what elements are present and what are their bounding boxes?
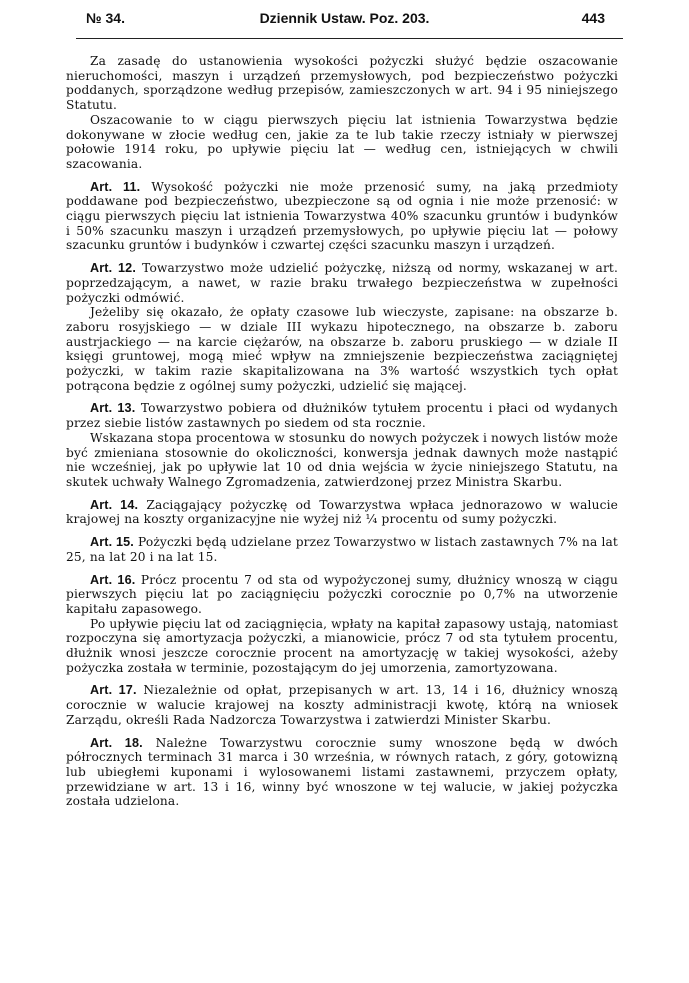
paragraph-amortization: Po upływie pięciu lat od zaciągnięcia, wpłaty na kapitał zapasowy ustają, natomiast rozpoczyna się amortyzacja pożyczki, a mianowicie, prócz 7 od sta tytułem procentu, dłużnik wnosi jeszcze corocznie procent na amortyzację w takiej wysokości, ażeby pożyczka została w terminie, pozostającym do jej umorzenia, zamortyzowana. (66, 616, 619, 675)
article-number: Art. 13. (90, 401, 136, 416)
article-number: Art. 17. (90, 683, 137, 698)
article-14: Art. 14. Zaciągający pożyczkę od Towarzystwa wpłaca jednorazowo w walucie krajowej na koszty organizacyjne nie wyżej niż ¼ procentu od sumy pożyczki. (66, 497, 618, 527)
article-11: Art. 11. Wysokość pożyczki nie może przenosić sumy, na jaką przedmioty poddawane pod bezpieczeństwo, ubezpieczone są od ognia i nie może przenosić: w ciągu pierwszych pięciu lat istnienia Towarzystwa 40% szacunku gruntów i budynków i 50% szacunku maszyn i urządzeń przemysłowych, po upływie pięciu lat — połowy szacunku gruntów i budynków i czwartej części szacunku maszyn i urządzeń. (66, 179, 618, 253)
page-header (70, 8, 619, 30)
header-rule (76, 38, 623, 39)
issue-number: № 34. (86, 10, 125, 26)
article-number: Art. 16. (90, 572, 136, 587)
page-number: 443 (581, 10, 605, 26)
paragraph-interest-rate: Wskazana stopa procentowa w stosunku do nowych pożyczek i nowych listów może być zmieniana stosownie do okoliczności, konwersja jednak dawnych może nastąpić nie wcześniej, jak po upływie lat 10 od dnia wejścia w życie niniejszego Statutu, na skutek uchwały Walnego Zgromadzenia, zatwierdzonej przez Ministra Skarbu. (66, 430, 618, 489)
article-number: Art. 14. (90, 497, 139, 512)
article-number: Art. 12. (90, 261, 136, 276)
article-18: Art. 18. Należne Towarzystwu corocznie sumy wnoszone będą w dwóch półrocznych terminach 31 marca i 30 września, w równych ratach, z góry, gotowizną lub ubiegłemi kuponami i wylosowanemi listami zastawnemi, przyczem opłaty, przewidziane w art. 13 i 16, winny być wnoszone w tej walucie, w jakiej pożyczka została udzielona. (66, 735, 619, 809)
paragraph-fees: Jeżeliby się okazało, że opłaty czasowe lub wieczyste, zapisane: na obszarze b. zaboru rosyjskiego — w dziale III wykazu hipotecznego, na obszarze b. zaboru austrjackiego — na karcie ciężarów, na obszarze b. zaboru pruskiego — w dziale II księgi gruntowej, mogą mieć wpływ na zmniejszenie bezpieczeństwa zaciągniętej pożyczki, w takim razie skapitalizowana na 3% wartość wszystkich tych opłat potrącona będzie z ogólnej sumy pożyczki, udzielić się mającej. (66, 305, 618, 393)
article-number: Art. 18. (90, 735, 143, 750)
paragraph-valuation-gold: Oszacowanie to w ciągu pierwszych pięciu lat istnienia Towarzystwa będzie dokonywane w złocie według cen, jakie za te lub takie rzeczy istniały w pierwszej połowie 1914 roku, po upływie pięciu lat — według cen, istniejących w chwili szacowania. (66, 112, 618, 171)
article-number: Art. 11. (90, 179, 141, 194)
article-17: Art. 17. Niezależnie od opłat, przepisanych w art. 13, 14 i 16, dłużnicy wnoszą corocznie w walucie krajowej na koszty administracji kwotę, którą na wniosek Zarządu, określi Rada Nadzorcza Towarzystwa i zatwierdzi Minister Skarbu. (66, 683, 619, 727)
article-16: Art. 16. Prócz procentu 7 od sta od wypożyczonej sumy, dłużnicy wnoszą w ciągu pierwszych pięciu lat po zaciągnięciu pożyczki corocznie po 0,7% na utworzenie kapitału zapasowego. (66, 572, 618, 616)
document-body (66, 54, 618, 809)
journal-title: Dziennik Ustaw. Poz. 203. (259, 10, 430, 26)
article-15: Art. 15. Pożyczki będą udzielane przez Towarzystwo w listach zastawnych 7% na lat 25, na lat 20 i na lat 15. (66, 535, 618, 564)
paragraph-valuation-basis: Za zasadę do ustanowienia wysokości pożyczki służyć będzie oszacowanie nieruchomości, maszyn i urządzeń przemysłowych, pod bezpieczeństwo pożyczki poddanych, sporządzone według przepisów, zamieszczonych w art. 94 i 95 niniejszego Statutu. (66, 54, 618, 113)
article-number: Art. 15. (90, 535, 134, 550)
article-12: Art. 12. Towarzystwo może udzielić pożyczkę, niższą od normy, wskazanej w art. poprzedzającym, a nawet, w razie braku trwałego bezpieczeństwa w zupełności pożyczki odmówić. (66, 261, 618, 305)
article-13: Art. 13. Towarzystwo pobiera od dłużników tytułem procentu i płaci od wydanych przez siebie listów zastawnych po siedem od sta rocznie. (66, 401, 618, 431)
